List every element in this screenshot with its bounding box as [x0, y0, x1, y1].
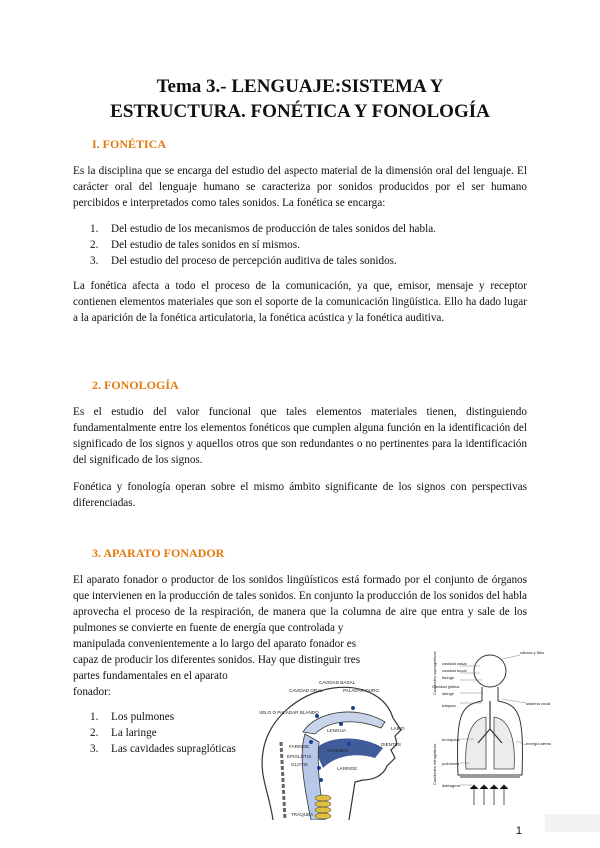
neck-lines: [482, 687, 498, 701]
list-item: 1. Los pulmones: [90, 711, 175, 723]
label-cavidad-glotica: Cavidad glótica: [432, 684, 460, 689]
label-laringe: LARINGE: [337, 766, 358, 771]
list-item: 3. Las cavidades supraglóticas: [90, 743, 236, 755]
label-paladar-duro: PALADAR DURO: [343, 688, 379, 693]
left-lung: [466, 717, 486, 769]
list-item: 1. Del estudio de los mecanismos de producción de tales sonidos del habla.: [90, 223, 436, 235]
document-title: [60, 74, 540, 124]
airflow-arrows: [470, 785, 508, 805]
list-item: 2. La laringe: [90, 727, 157, 739]
label-sistema-vocal: sistema vocal: [526, 701, 551, 706]
aparato-paragraph-2-line-3: partes fundamentales en el aparato: [73, 670, 228, 682]
title-line-2: ESTRUCTURA. FONÉTICA Y FONOLOGÍA: [110, 101, 490, 122]
spine-shape: [281, 742, 285, 820]
fonologia-paragraph-2: Fonética y fonología operan sobre el mismo ámbito significante de los signos con perspectivas diferenciadas.: [73, 481, 527, 509]
aparato-paragraph-2-line-2: capaz de producir los diferentes sonidos. Hay que distinguir tres: [73, 654, 361, 666]
section-heading-fonologia: 2. FONOLOGÍA: [92, 378, 179, 392]
label-cavidad-oral: CAVIDAD ORAL: [289, 688, 323, 693]
fonetica-paragraph-1: Es la disciplina que se encarga del estudio del aspecto material de la dimensión oral del lenguaje. El carácter oral del lenguaje humano se caracteriza por sonidos producidos por el ser humano percibidos e interpretados como tales sonidos. La fonética se encarga:: [73, 165, 527, 209]
label-dientes: DIENTES: [381, 742, 401, 747]
aparato-paragraph-2-line-4: fonador:: [73, 686, 111, 698]
label-cavidades-infragloticas: Cavidades infraglóticas: [432, 743, 437, 785]
vocal-tract-diagram: [245, 672, 435, 820]
list-item: 2. Del estudio de tales sonidos en sí mismos.: [90, 239, 300, 251]
label-cavidad-nasal: cavidad nasal: [442, 661, 467, 666]
label-faringe: FARINGE: [289, 744, 310, 749]
label-faringe: faringe: [442, 675, 455, 680]
section-heading-aparato-fonador: 3. APARATO FONADOR: [92, 546, 225, 560]
right-lung: [494, 717, 514, 769]
label-bronquios: bronquios: [442, 737, 460, 742]
title-line-1: Tema 3.- LENGUAJE:SISTEMA Y: [156, 76, 444, 97]
label-cavidades-supragloticas: Cavidades supraglóticas: [432, 651, 437, 695]
label-labio: LABIO: [391, 726, 405, 731]
section-heading-fonetica: I. FONÉTICA: [92, 137, 167, 151]
label-valvula: válvula y filtro: [520, 650, 545, 655]
list-item: 3. Del estudio del proceso de percepción auditiva de tales sonidos.: [90, 255, 397, 267]
label-cavidad-basal: CAVIDAD BASAL: [319, 680, 356, 685]
head-outline: [474, 655, 506, 687]
label-pulmones: pulmones: [442, 761, 460, 766]
label-traquea: tráquea: [442, 703, 456, 708]
label-alveolo: ALVEOLO: [327, 748, 349, 753]
fonologia-paragraph-1: Es el estudio del valor funcional que tales elementos materiales tienen, distinguiendo fundamentalmente entre los elementos fonéticos que cumplen alguna función en la identificación del significado de los signos y aquellos otros que son redundantes o no pertinentes para la identificación del significado de los signos.: [73, 406, 527, 466]
respiratory-system-diagram: [430, 645, 555, 815]
fonetica-paragraph-2: La fonética afecta a todo el proceso de la comunicación, ya que, emisor, mensaje y receptor contienen elementos materiales que son el soporte de la comunicación lingüística. Ello ha dado lugar a la aparición de la fonética articulatoria, la fonética acústica y la fonética auditiva.: [73, 280, 527, 324]
label-velo: VELO O PALADAR BLANDO: [259, 710, 319, 715]
label-lengua: LENGUA: [327, 728, 346, 733]
aparato-paragraph-2-line-1: manipulada convenientemente a lo largo del aparato fonador es: [73, 638, 357, 650]
label-energia-aerea: energía aérea: [526, 741, 551, 746]
label-epiglotis: EPIGLOTIS: [287, 754, 312, 759]
label-laringe: laringe: [442, 691, 455, 696]
watermark: [545, 814, 600, 832]
label-diafragma: diafragma: [442, 783, 460, 788]
label-glotis: GLOTIS: [291, 762, 308, 767]
aparato-list: [90, 709, 236, 757]
fonetica-list: [90, 221, 436, 269]
label-cavidad-bucal: cavidad bucal: [442, 668, 467, 673]
aparato-paragraph-1: El aparato fonador o productor de los sonidos lingüísticos está formado por el conjunto de órganos que intervienen en la producción de tales sonidos. En conjunto la producción de los sonidos del habla aprovecha el proceso de la respiración, de manera que la columna de aire que entra y sale de los pulmones se convierte en fuente de energía que controlada y: [73, 574, 527, 634]
label-traquea: TRÁQUEA: [291, 812, 314, 817]
page-number: 1: [515, 825, 522, 837]
